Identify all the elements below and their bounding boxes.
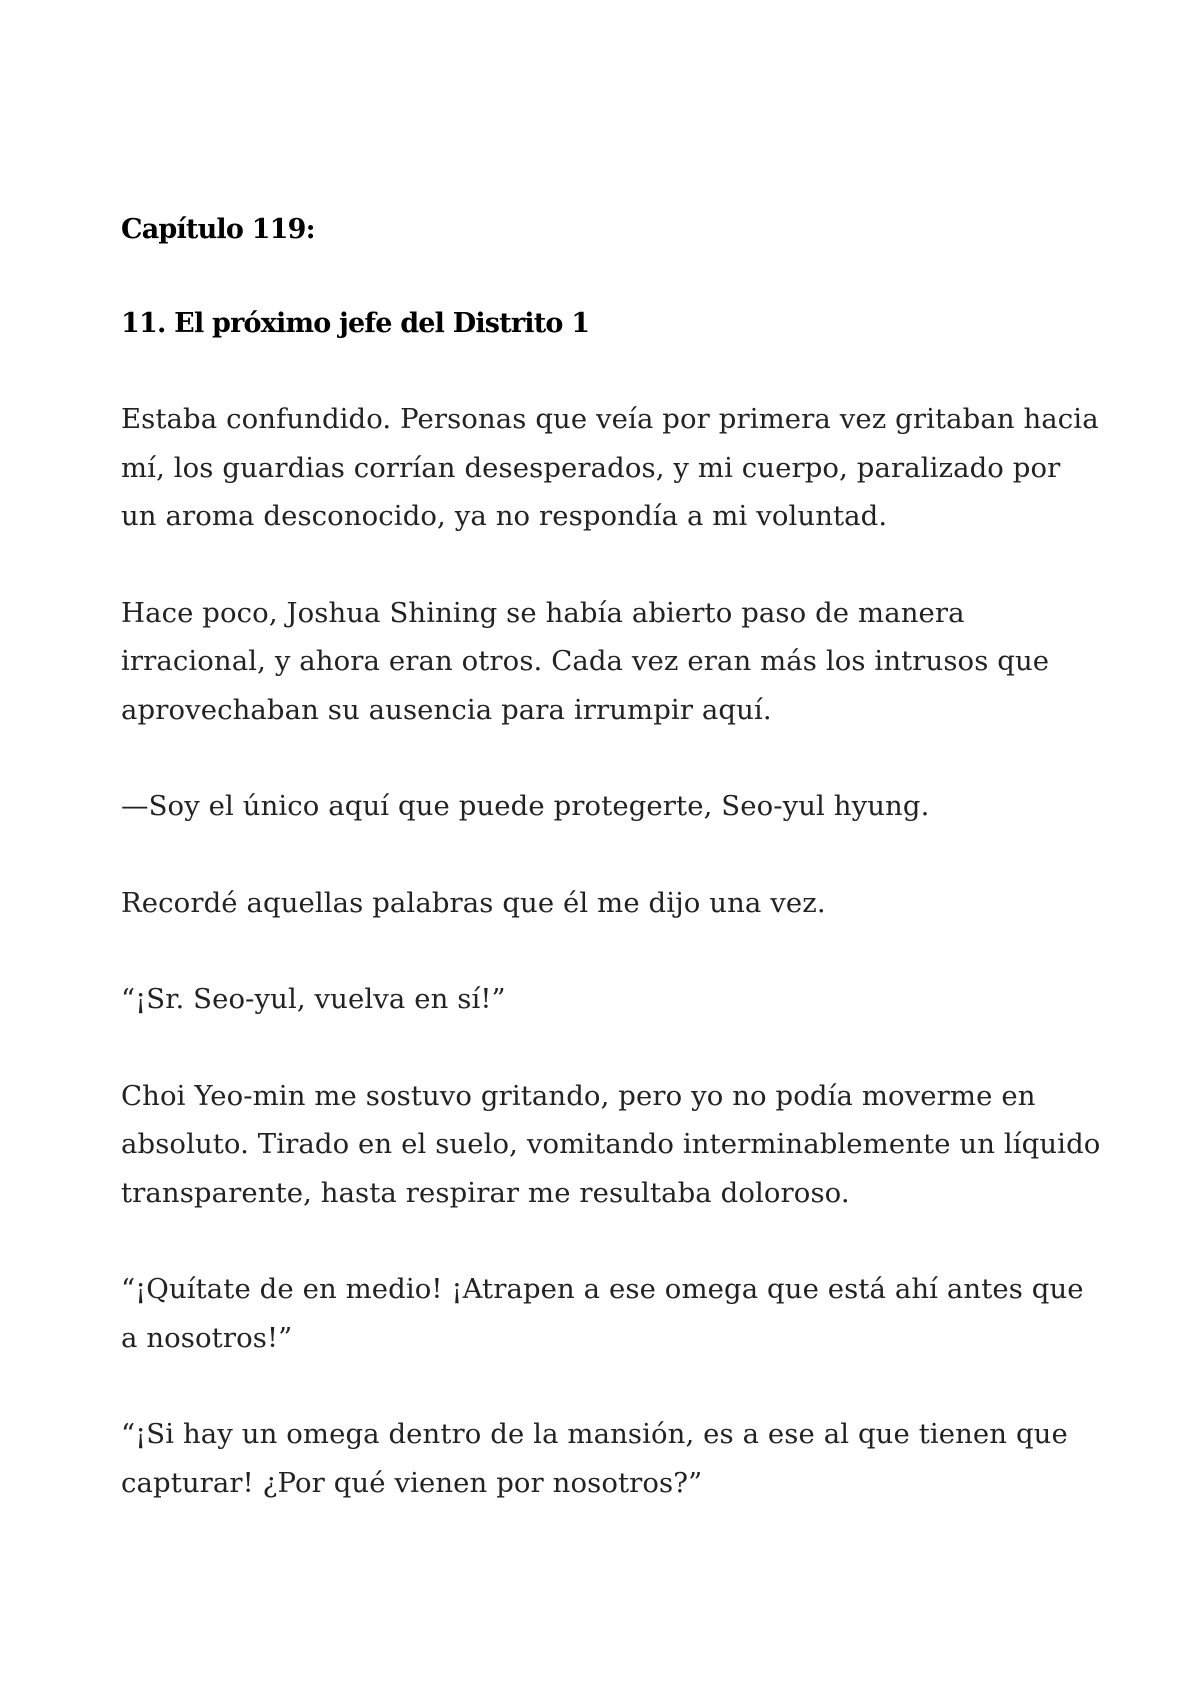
paragraph: Choi Yeo-min me sostuvo gritando, pero yo no podía moverme en absoluto. Tirado en el suelo, vomitando interminablemente un líquido transparente, hasta respirar me resultaba doloroso. <box>121 1079 1101 1209</box>
paragraph: Recordé aquellas palabras que él me dijo una vez. <box>121 886 826 919</box>
paragraph: “¡Quítate de en medio! ¡Atrapen a ese omega que está ahí antes que a nosotros!” <box>121 1273 1084 1354</box>
paragraph: Estaba confundido. Personas que veía por primera vez gritaban hacia mí, los guardias corrían desesperados, y mi cuerpo, paralizado por un aroma desconocido, ya no respondía a mi voluntad. <box>121 403 1099 532</box>
chapter-title: Capítulo 119: <box>121 214 315 245</box>
paragraph: “¡Si hay un omega dentro de la mansión, es a ese al que tienen que capturar! ¿Por qué vienen por nosotros?” <box>121 1418 1068 1499</box>
paragraph: “¡Sr. Seo-yul, vuelva en sí!” <box>121 983 506 1015</box>
section-title: 11. El próximo jefe del Distrito 1 <box>121 308 590 339</box>
paragraph: Hace poco, Joshua Shining se había abierto paso de manera irracional, y ahora eran otros. Cada vez eran más los intrusos que aprovechaban su ausencia para irrumpir aquí. <box>121 596 1050 726</box>
paragraph: —Soy el único aquí que puede protegerte, Seo-yul hyung. <box>121 790 930 822</box>
document-page <box>121 206 1101 1507</box>
